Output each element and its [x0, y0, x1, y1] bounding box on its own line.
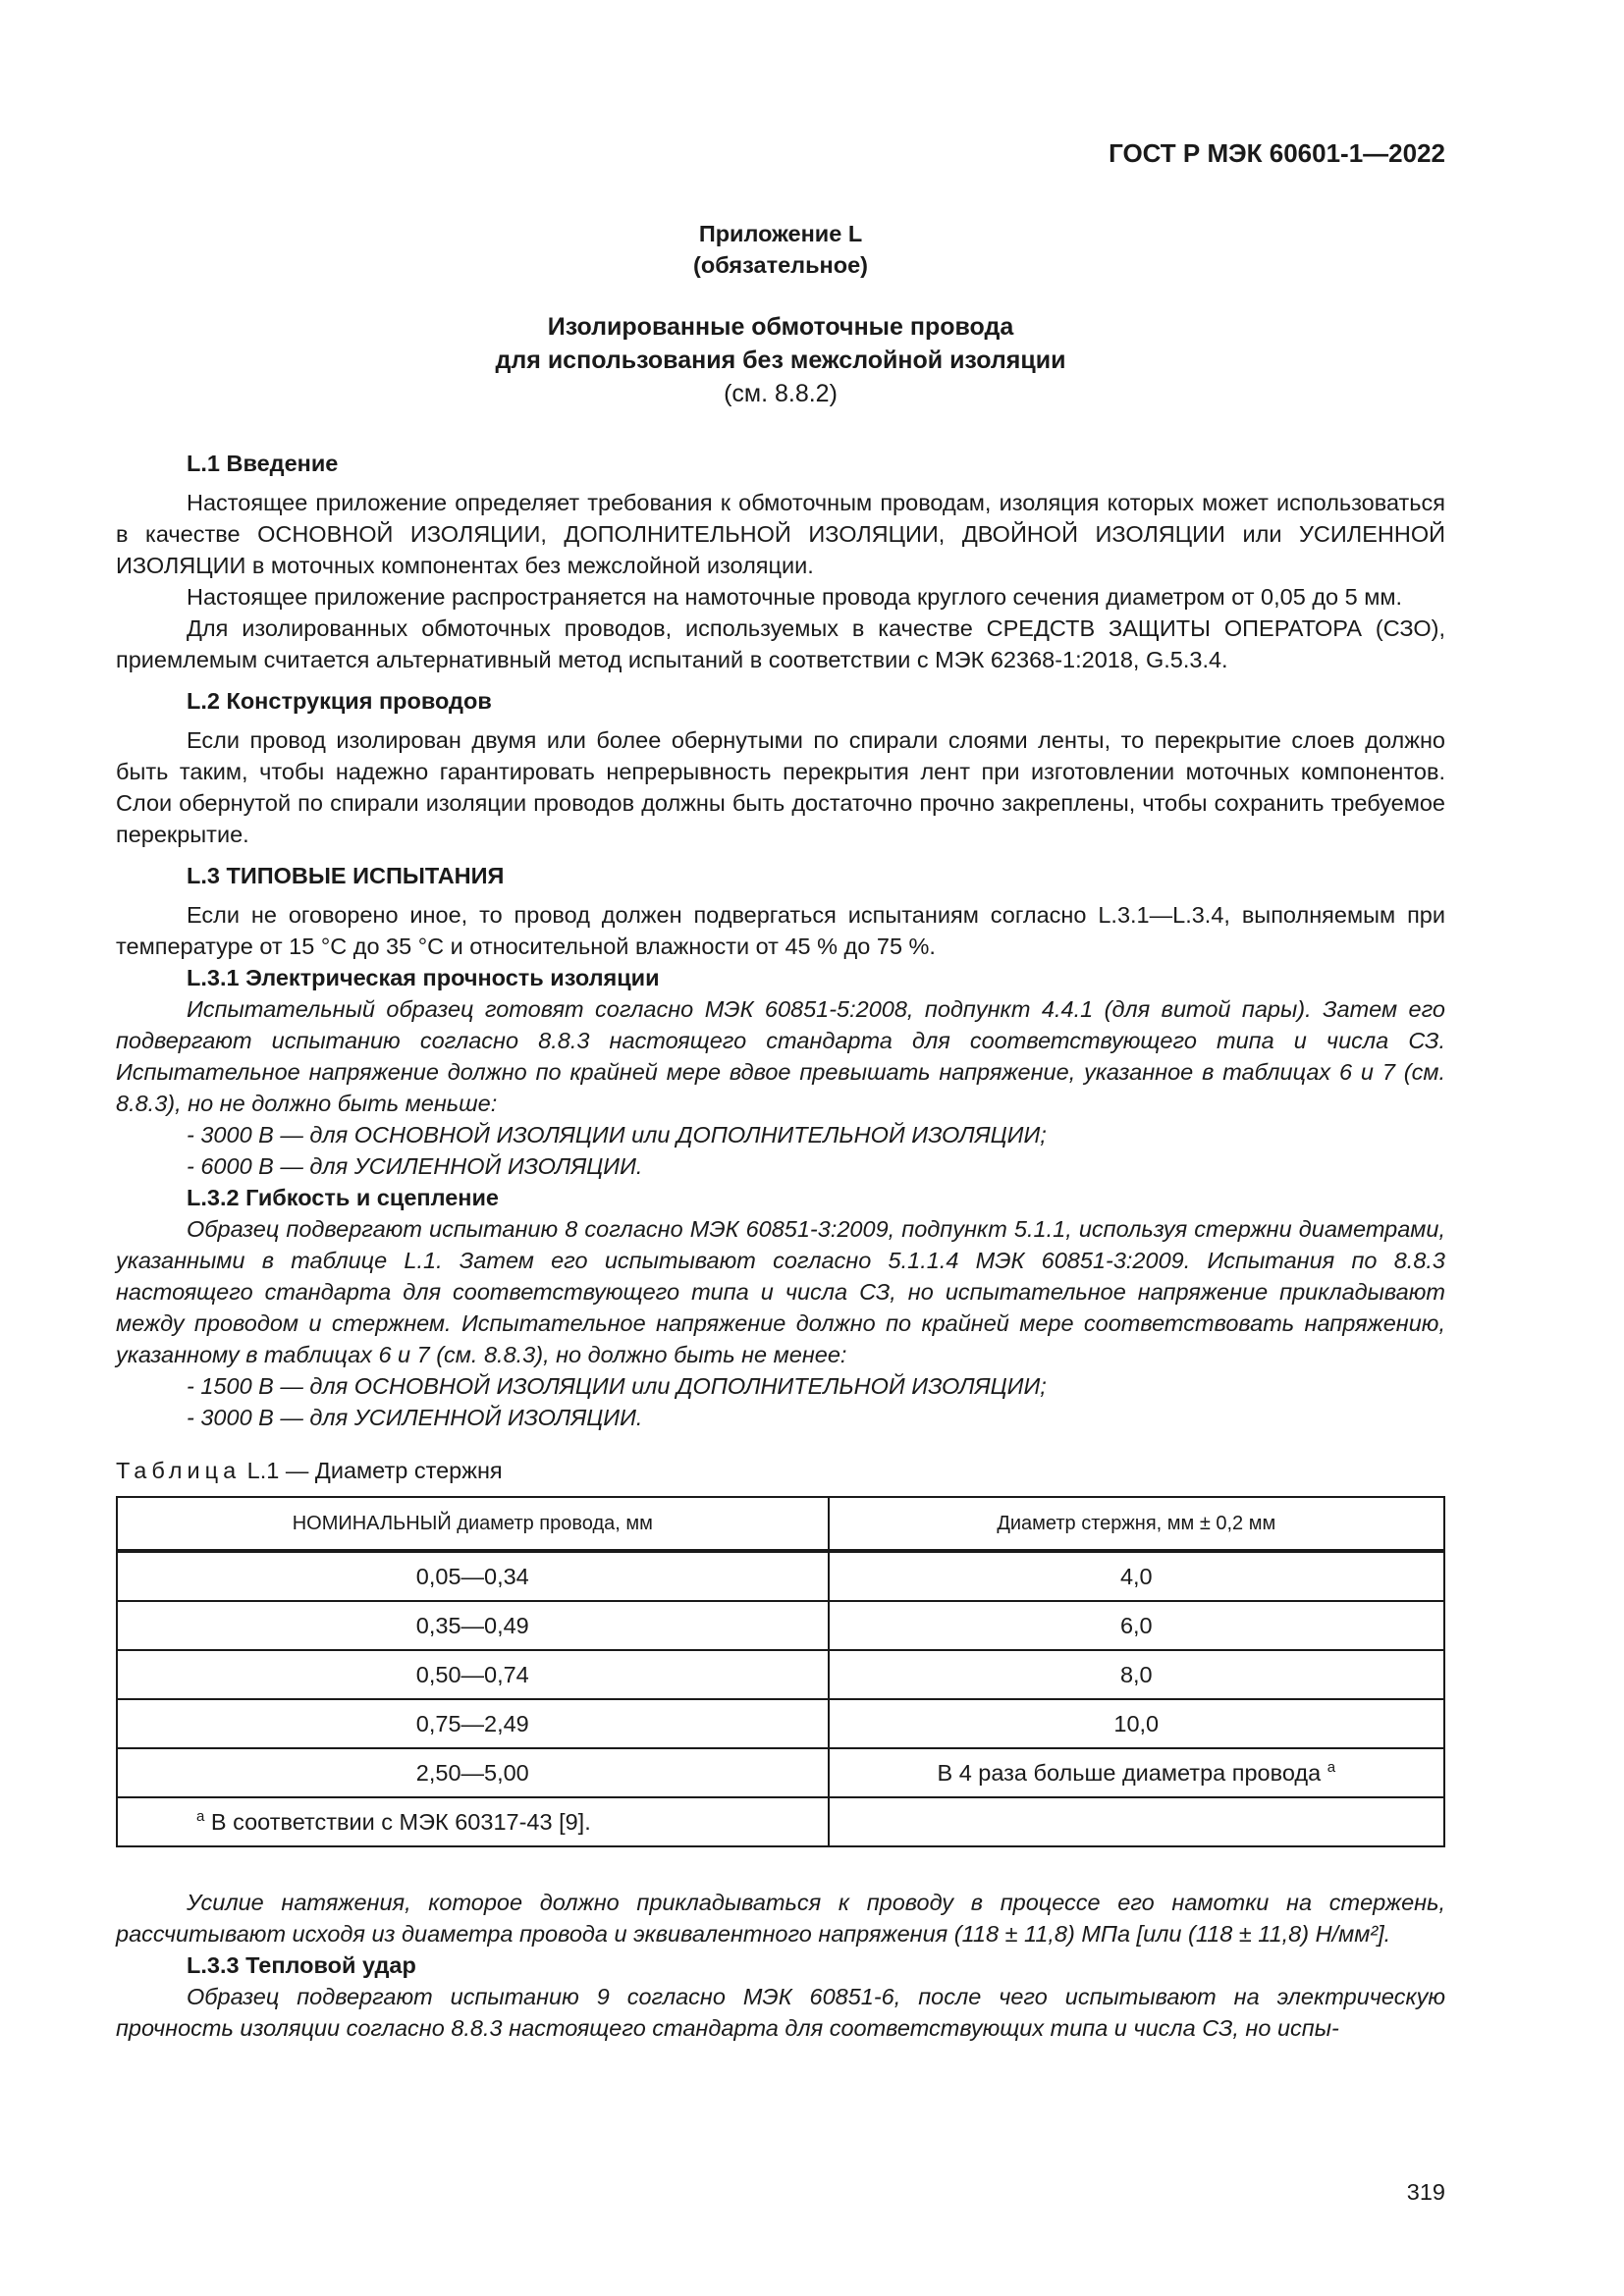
table-cell: 6,0	[829, 1601, 1444, 1650]
table-header-cell: Диаметр стержня, мм ± 0,2 мм	[829, 1497, 1444, 1551]
table-cell: 10,0	[829, 1699, 1444, 1748]
paragraph: Испытательный образец готовят согласно МЭК 60851-5:2008, подпункт 4.4.1 (для витой пары). Затем его подвергают испытанию согласно 8.8.3 настоящего стандарта для соответствующего типа и числа СЗ. Испытательное напряжение должно по крайней мере вдвое превышать напряжение, указанное в таблицах 6 и 7 (см. 8.8.3), но не должно быть меньше:	[116, 996, 1445, 1116]
list-item: - 6000 В — для УСИЛЕННОЙ ИЗОЛЯЦИИ.	[187, 1153, 643, 1179]
table-cell: 0,75—2,49	[117, 1699, 829, 1748]
list-item: - 3000 В — для УСИЛЕННОЙ ИЗОЛЯЦИИ.	[187, 1405, 643, 1430]
section-heading-l2: L.2 Конструкция проводов	[187, 688, 492, 714]
list-item: - 1500 В — для ОСНОВНОЙ ИЗОЛЯЦИИ или ДОПОЛНИТЕЛЬНОЙ ИЗОЛЯЦИИ;	[187, 1373, 1047, 1399]
table-caption-prefix: Таблица	[116, 1458, 242, 1483]
table-caption-text: L.1 — Диаметр стержня	[241, 1458, 503, 1483]
table-caption	[116, 1455, 1445, 1486]
section-heading-l1: L.1 Введение	[187, 451, 339, 476]
table-cell: 0,05—0,34	[117, 1551, 829, 1601]
footnote-marker: a	[1326, 1759, 1336, 1777]
table-cell: 0,35—0,49	[117, 1601, 829, 1650]
standard-id-header: ГОСТ Р МЭК 60601-1—2022	[1109, 138, 1445, 168]
annex-name-line1: Изолированные обмоточные провода	[547, 313, 1014, 341]
section-heading-l3-3: L.3.3 Тепловой удар	[187, 1952, 416, 1978]
table-header-cell: НОМИНАЛЬНЫЙ диаметр провода, мм	[117, 1497, 829, 1551]
table-row	[117, 1650, 1444, 1699]
annex-reference: (см. 8.8.2)	[724, 380, 838, 407]
paragraph: Образец подвергают испытанию 9 согласно МЭК 60851-6, после чего испытывают на электрическую прочность изоляции согласно 8.8.3 настоящего стандарта для соответствующих типа и числа СЗ, но испы-	[116, 1984, 1445, 2041]
document-page	[116, 137, 1445, 2044]
paragraph: Настоящее приложение распространяется на намоточные провода круглого сечения диаметром от 0,05 до 5 мм.	[187, 584, 1403, 610]
paragraph: Образец подвергают испытанию 8 согласно МЭК 60851-3:2009, подпункт 5.1.1, используя стержни диаметрами, указанными в таблице L.1. Затем его испытывают согласно 5.1.1.4 МЭК 60851-3:2009. Испытания по 8.8.3 настоящего стандарта для соответствующего типа и числа СЗ, но испытательное напряжение прикладывают между проводом и стержнем. Испытательное напряжение должно по крайней мере соответствовать напряжению, указанному в таблицах 6 и 7 (см. 8.8.3), но должно быть не менее:	[116, 1216, 1445, 1367]
table-footnote	[117, 1797, 829, 1846]
rod-diameter-table	[116, 1496, 1445, 1847]
page-number: 319	[1406, 2179, 1445, 2205]
table-cell: 0,50—0,74	[117, 1650, 829, 1699]
table-row	[117, 1748, 1444, 1797]
footnote-marker: a	[196, 1808, 205, 1826]
annex-kind: (обязательное)	[693, 252, 868, 278]
paragraph: Если провод изолирован двумя или более обернутыми по спирали слоями ленты, то перекрытие слоев должно быть таким, чтобы надежно гарантировать непрерывность перекрытия лент при изготовлении моточных компонентов. Слои обернутой по спирали изоляции проводов должны быть достаточно прочно закреплены, чтобы сохранить требуемое перекрытие.	[116, 727, 1445, 847]
annex-title: Приложение L	[698, 221, 863, 246]
table-cell: 4,0	[829, 1551, 1444, 1601]
annex-name-line2: для использования без межслойной изоляции	[495, 347, 1066, 374]
list-item: - 3000 В — для ОСНОВНОЙ ИЗОЛЯЦИИ или ДОПОЛНИТЕЛЬНОЙ ИЗОЛЯЦИИ;	[187, 1122, 1047, 1148]
paragraph: Настоящее приложение определяет требования к обмоточным проводам, изоляция которых может использоваться в качестве ОСНОВНОЙ ИЗОЛЯЦИИ, ДОПОЛНИТЕЛЬНОЙ ИЗОЛЯЦИИ, ДВОЙНОЙ ИЗОЛЯЦИИ или УСИЛЕННОЙ ИЗОЛЯЦИИ в моточных компонентах без межслойной изоляции.	[116, 490, 1445, 578]
paragraph: Если не оговорено иное, то провод должен подвергаться испытаниям согласно L.3.1—L.3.4, выполняемым при температуре от 15 °С до 35 °С и относительной влажности от 45 % до 75 %.	[116, 902, 1445, 959]
table-footnote-row	[117, 1797, 1444, 1846]
table-cell: 8,0	[829, 1650, 1444, 1699]
section-heading-l3: L.3 ТИПОВЫЕ ИСПЫТАНИЯ	[187, 863, 505, 888]
table-row	[117, 1699, 1444, 1748]
paragraph: Для изолированных обмоточных проводов, используемых в качестве СРЕДСТВ ЗАЩИТЫ ОПЕРАТОРА (СЗО), приемлемым считается альтернативный метод испытаний в соответствии с МЭК 62368-1:2018, G.5.3.4.	[116, 615, 1445, 672]
footnote-text: В соответствии с МЭК 60317-43 [9].	[204, 1809, 591, 1835]
table-empty-cell	[829, 1797, 1444, 1846]
table-cell	[829, 1748, 1444, 1797]
table-row	[117, 1601, 1444, 1650]
section-heading-l3-1: L.3.1 Электрическая прочность изоляции	[187, 965, 660, 990]
table-row	[117, 1551, 1444, 1601]
table-cell: 2,50—5,00	[117, 1748, 829, 1797]
table-cell-text: В 4 раза больше диаметра провода	[937, 1760, 1322, 1786]
table-header-row	[117, 1497, 1444, 1551]
paragraph: Усилие натяжения, которое должно прикладываться к проводу в процессе его намотки на стержень, рассчитывают исходя из диаметра провода и эквивалентного напряжения (118 ± 11,8) МПа [или (118 ± 11,8) Н/мм²].	[116, 1890, 1445, 1947]
section-heading-l3-2: L.3.2 Гибкость и сцепление	[187, 1185, 499, 1210]
